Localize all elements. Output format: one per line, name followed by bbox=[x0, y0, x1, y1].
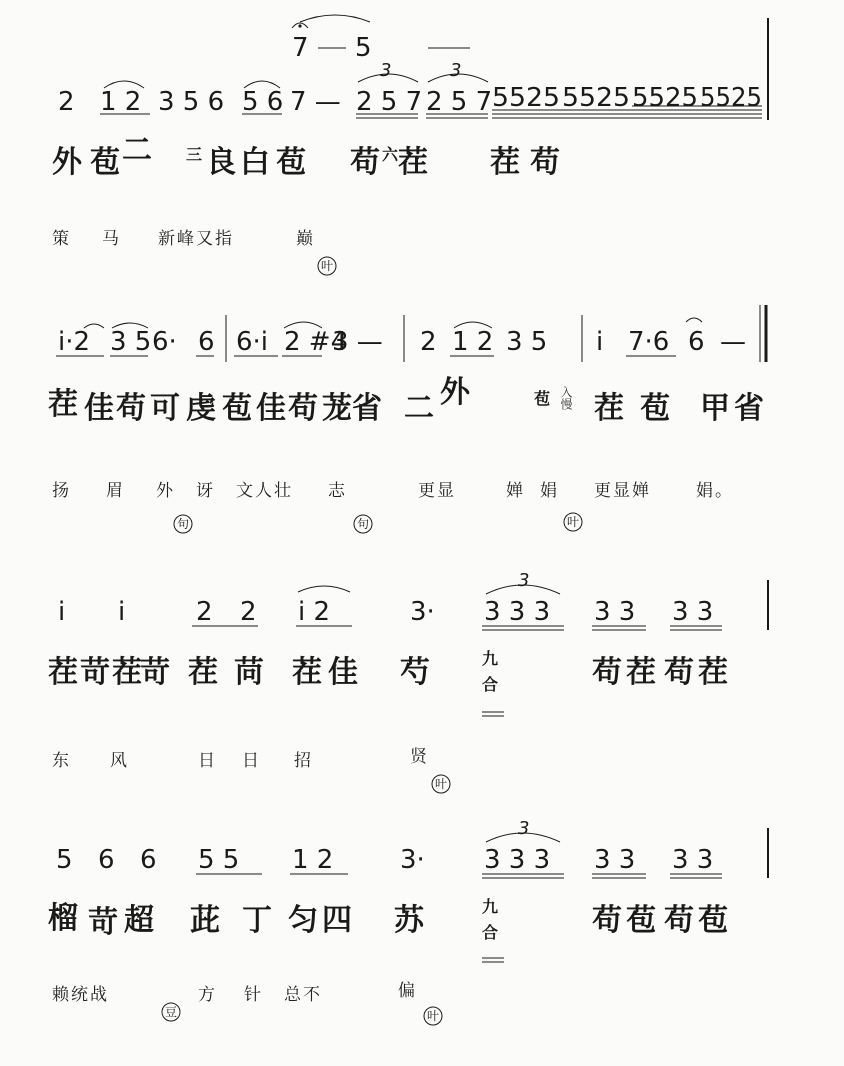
tab-char: 省 bbox=[352, 391, 382, 426]
note-group: 5 6 bbox=[242, 87, 284, 117]
tab-char: 九 bbox=[482, 897, 499, 916]
lyric: 东 bbox=[52, 751, 71, 771]
note-group: 2 5 7 bbox=[426, 87, 493, 117]
lyrics-1 bbox=[52, 228, 315, 249]
tab-char: 苞 bbox=[626, 903, 656, 938]
note-group: 1 2 bbox=[100, 87, 142, 117]
system-4 bbox=[48, 818, 768, 1025]
note: 2 bbox=[196, 597, 213, 627]
tab-char: 六 bbox=[382, 145, 399, 164]
lyrics-4 bbox=[52, 981, 417, 1005]
note: i bbox=[58, 597, 66, 627]
note-group: 3 5 bbox=[110, 327, 152, 357]
note: 6· bbox=[152, 327, 177, 357]
tab-char: 外 bbox=[440, 375, 470, 410]
note: 5 bbox=[56, 845, 73, 875]
tab-char: 茬 bbox=[698, 655, 728, 690]
lyric: 扬 bbox=[52, 481, 71, 501]
tab-char: 苛 bbox=[88, 905, 118, 940]
lyric: 偏 bbox=[398, 981, 417, 1001]
tab-char: 二 bbox=[122, 133, 152, 168]
tab-char: 佳 bbox=[256, 391, 286, 426]
tab-char: 省 bbox=[734, 391, 764, 426]
lyric: 风 bbox=[110, 751, 129, 771]
lyric: 马 bbox=[102, 229, 121, 249]
fermata-mark bbox=[686, 318, 702, 322]
note-group: 3 3 bbox=[672, 597, 714, 627]
tab-char: 超 bbox=[124, 903, 154, 938]
notes-line-3 bbox=[58, 570, 768, 630]
note-group: 3 5 6 bbox=[158, 87, 225, 117]
notes-line-4 bbox=[56, 818, 768, 878]
tablature-1 bbox=[52, 133, 560, 180]
lyric: 巅 bbox=[296, 229, 315, 249]
circled-char: 句 bbox=[357, 517, 370, 531]
system-1 bbox=[52, 15, 768, 275]
note-group: 2 #4 bbox=[284, 327, 348, 357]
note: 3· bbox=[400, 845, 425, 875]
circled-char: 豆 bbox=[165, 1005, 178, 1019]
tab-char: 茏 bbox=[322, 391, 352, 426]
tab-char: 榴 bbox=[48, 901, 78, 936]
circled-char: 叶 bbox=[321, 259, 334, 273]
tab-char: 苛 bbox=[80, 655, 110, 690]
note-group: 3 3 bbox=[672, 845, 714, 875]
note-group: 5525 bbox=[700, 83, 762, 113]
tab-char: 合 bbox=[482, 923, 499, 942]
tablature-2 bbox=[48, 375, 764, 426]
tab-char: 甲 bbox=[700, 391, 730, 426]
tab-char: 茬 bbox=[48, 655, 78, 690]
circled-char: 叶 bbox=[427, 1009, 440, 1023]
note-group: 3 3 3 bbox=[484, 597, 551, 627]
lyric: 方 bbox=[198, 985, 217, 1005]
tab-char: 苞 bbox=[276, 145, 306, 180]
tab-char: 苞 bbox=[698, 903, 728, 938]
note-group: i 2 bbox=[298, 597, 331, 627]
tab-char: 丁 bbox=[242, 903, 272, 938]
tempo-mark: 入慢 bbox=[559, 386, 573, 410]
note-group: 5525 bbox=[632, 83, 698, 113]
tab-char: 苏 bbox=[394, 903, 424, 938]
note-group: 2 5 7 bbox=[356, 87, 423, 117]
tablature-4 bbox=[48, 897, 728, 962]
lyric: 日 bbox=[198, 751, 217, 771]
tab-char: 苞 bbox=[222, 391, 252, 426]
notes-line-1 bbox=[58, 60, 762, 118]
tab-char: 茬 bbox=[112, 655, 142, 690]
note: 6 bbox=[688, 327, 705, 357]
tab-char: 苟 bbox=[288, 391, 318, 426]
dash: — bbox=[720, 327, 746, 357]
triplet-mark: 3 bbox=[380, 60, 392, 81]
note-group: 5525 bbox=[492, 83, 560, 113]
note-group: 7·6 bbox=[628, 327, 670, 357]
lyric: 策 bbox=[52, 229, 71, 249]
tab-char: 合 bbox=[482, 675, 499, 694]
lyric: 日 bbox=[242, 751, 261, 771]
triplet-mark: 3 bbox=[518, 570, 530, 591]
lyric: 外 bbox=[156, 481, 175, 501]
note: i bbox=[596, 327, 604, 357]
note-group: 3 3 bbox=[594, 597, 636, 627]
tablature-3 bbox=[48, 649, 728, 716]
lyrics-2 bbox=[52, 480, 734, 501]
tab-char: 苞 bbox=[90, 145, 120, 180]
lyric: 总不 bbox=[284, 985, 322, 1005]
tab-char: 茬 bbox=[48, 387, 78, 422]
tab-char: 茬 bbox=[292, 655, 322, 690]
tab-char: 茬 bbox=[398, 145, 428, 180]
tab-char: 良 bbox=[206, 145, 236, 180]
lyric: 志 bbox=[328, 481, 347, 501]
circled-char: 句 bbox=[177, 517, 190, 531]
circled-char: 叶 bbox=[435, 777, 448, 791]
note-group: 3 — bbox=[332, 327, 383, 357]
tab-char: 苟 bbox=[350, 145, 380, 180]
top-note-7: 7 bbox=[292, 33, 309, 63]
note-group: 5 5 bbox=[198, 845, 240, 875]
lyric: 更显 bbox=[418, 481, 456, 501]
notes-line-2 bbox=[56, 305, 766, 362]
fermata-dot bbox=[298, 24, 301, 27]
system-3 bbox=[48, 570, 768, 793]
tab-char: 白 bbox=[240, 145, 270, 180]
lyric: 更显婵 bbox=[594, 481, 651, 501]
tab-char: 佳 bbox=[84, 391, 114, 426]
tab-char: 苟 bbox=[664, 903, 694, 938]
tab-char: 可 bbox=[150, 391, 180, 426]
tab-char: 二 bbox=[404, 391, 434, 426]
note: 6 bbox=[140, 845, 157, 875]
note-group: 3 3 bbox=[594, 845, 636, 875]
tab-char: 外 bbox=[52, 145, 82, 180]
note-group: 5525 bbox=[562, 83, 630, 113]
lyric: 针 bbox=[244, 985, 263, 1005]
lyric: 贤 bbox=[410, 747, 429, 767]
tab-char: 三 bbox=[186, 145, 203, 164]
note-group: 6·i bbox=[236, 327, 269, 357]
tab-char: 茬 bbox=[188, 655, 218, 690]
tab-char: 四 bbox=[322, 903, 352, 938]
top-note-5: 5 bbox=[355, 33, 372, 63]
system-2 bbox=[48, 305, 766, 533]
note-group: 3 5 bbox=[506, 327, 548, 357]
tab-char: 九 bbox=[482, 649, 499, 668]
tab-char: 苞 bbox=[640, 391, 670, 426]
lyric: 眉 bbox=[106, 481, 125, 501]
tab-char: 苘 bbox=[234, 655, 264, 690]
note: 2 bbox=[58, 87, 75, 117]
tab-char: 虔 bbox=[186, 391, 216, 426]
note-group: 1 2 bbox=[292, 845, 334, 875]
slur bbox=[298, 586, 350, 592]
note: 6 bbox=[98, 845, 115, 875]
tab-char: 苟 bbox=[664, 655, 694, 690]
lyric: 新峰又指 bbox=[158, 229, 234, 249]
tab-char: 苛 bbox=[140, 655, 170, 690]
note: 3· bbox=[410, 597, 435, 627]
tab-char: 苟 bbox=[116, 391, 146, 426]
note-group: 7 — bbox=[290, 87, 341, 117]
tab-char: 芍 bbox=[400, 655, 430, 690]
lyric: 娟。 bbox=[696, 481, 734, 501]
lyric: 讶 bbox=[196, 481, 215, 501]
tab-char: 茬 bbox=[594, 391, 624, 426]
lyric: 招 bbox=[294, 751, 313, 771]
tab-char: 苟 bbox=[530, 145, 560, 180]
tab-char: 茬 bbox=[490, 145, 520, 180]
tab-char: 茈 bbox=[190, 903, 220, 938]
lyrics-3 bbox=[52, 747, 429, 771]
note: 2 bbox=[420, 327, 437, 357]
circled-char: 叶 bbox=[567, 515, 580, 529]
tie-arc bbox=[300, 15, 370, 22]
lyric: 婵 bbox=[506, 481, 525, 501]
note: i bbox=[118, 597, 126, 627]
triplet-mark: 3 bbox=[450, 60, 462, 81]
note: 2 bbox=[240, 597, 257, 627]
triplet-mark: 3 bbox=[518, 818, 530, 839]
note-group: i·2 bbox=[58, 327, 91, 357]
tab-char: 佳 bbox=[328, 655, 358, 690]
note: 6 bbox=[198, 327, 215, 357]
tab-char: 茬 bbox=[626, 655, 656, 690]
note-group: 1 2 bbox=[452, 327, 494, 357]
lyric: 赖统战 bbox=[52, 985, 109, 1005]
lyric: 娟 bbox=[540, 481, 559, 501]
tab-char: 苟 bbox=[592, 655, 622, 690]
tab-char: 苟 bbox=[592, 903, 622, 938]
note-group: 3 3 3 bbox=[484, 845, 551, 875]
lyric: 文人壮 bbox=[236, 481, 293, 501]
tab-char: 匀 bbox=[288, 903, 318, 938]
tab-char: 苞 bbox=[534, 389, 551, 408]
